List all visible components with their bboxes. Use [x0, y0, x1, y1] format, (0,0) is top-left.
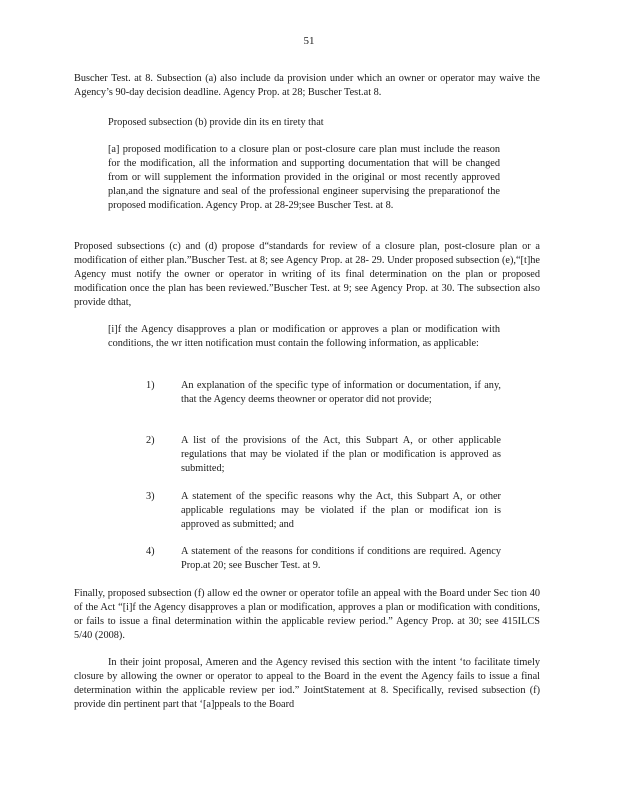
list-item-number: 3): [146, 491, 155, 502]
list-item-number: 1): [146, 380, 155, 391]
page-number: 51: [303, 35, 315, 47]
list-item-text: A statement of the specific reasons why the Act, this Subpart A, or other applicable regulations may be violated if the plan or modificat ion is approved as submitted; and: [181, 491, 501, 530]
list-item-text: An explanation of the specific type of information or documentation, if any, that the Agency deems theowner or operator did not provide;: [181, 380, 501, 405]
paragraph-subsection-a: Buscher Test. at 8. Subsection (a) also include da provision under which an owner or operator may waive the Agency’s 90-day decision deadline. Agency Prop. at 28; Buscher Test.at 8.: [74, 73, 540, 98]
block-quote-notification-intro: [i]f the Agency disapproves a plan or modification or approves a plan or modification with conditions, the wr itten notification must contain the following information, as applicable:: [108, 324, 500, 349]
paragraph-subsection-f: Finally, proposed subsection (f) allow ed the owner or operator tofile an appeal with the Board under Sec tion 40 of the Act “[i]f the Agency disapproves a plan or modification, approves a plan or modification with conditions, or fails to issue a final determination within the applicable review period.” Agency Prop. at 30; see 415ILCS 5/40 (2008).: [74, 588, 540, 641]
paragraph-subsections-c-e: Proposed subsections (c) and (d) propose d“standards for review of a closure plan, post-closure plan or a modification of either plan.”Buscher Test. at 8; see Agency Prop. at 28- 29. Under proposed subsection (e),“[t]he Agency must notify the owner or operator in writing of its final determination on the plan or proposed modification once the plan has been reviewed.”Buscher Test. at 9; see Agency Prop. at 30. The subsection also provide dthat,: [74, 241, 540, 308]
list-item-number: 2): [146, 435, 155, 446]
block-quote-subsection-b: [a] proposed modification to a closure plan or post-closure care plan must include the reason for the modification, all the information and supporting documentation that will be changed from or will supplement the information provided in the original or most recently approved plan,and the signature and seal of the professional engineer supervising the preparationof the proposed modification. Agency Prop. at 28-29;see Buscher Test. at 8.: [108, 144, 500, 211]
list-item-number: 4): [146, 546, 155, 557]
list-item-text: A list of the provisions of the Act, this Subpart A, or other applicable regulations that may be violated if the plan or modification is approved as submitted;: [181, 435, 501, 474]
list-item-text: A statement of the reasons for conditions if conditions are required. Agency Prop.at 20; see Buscher Test. at 9.: [181, 546, 501, 571]
paragraph-subsection-b-intro: Proposed subsection (b) provide din its en tirety that: [108, 117, 324, 128]
paragraph-joint-proposal: In their joint proposal, Ameren and the Agency revised this section with the intent ‘to facilitate timely closure by allowing the owner or operator to appeal to the Board in the event the Agency fails to issue a final determination within the applicable review per iod.” JointStatement at 8. Specifically, revised subsection (f) provide din pertinent part that ‘[a]ppeals to the Board: [74, 657, 540, 710]
